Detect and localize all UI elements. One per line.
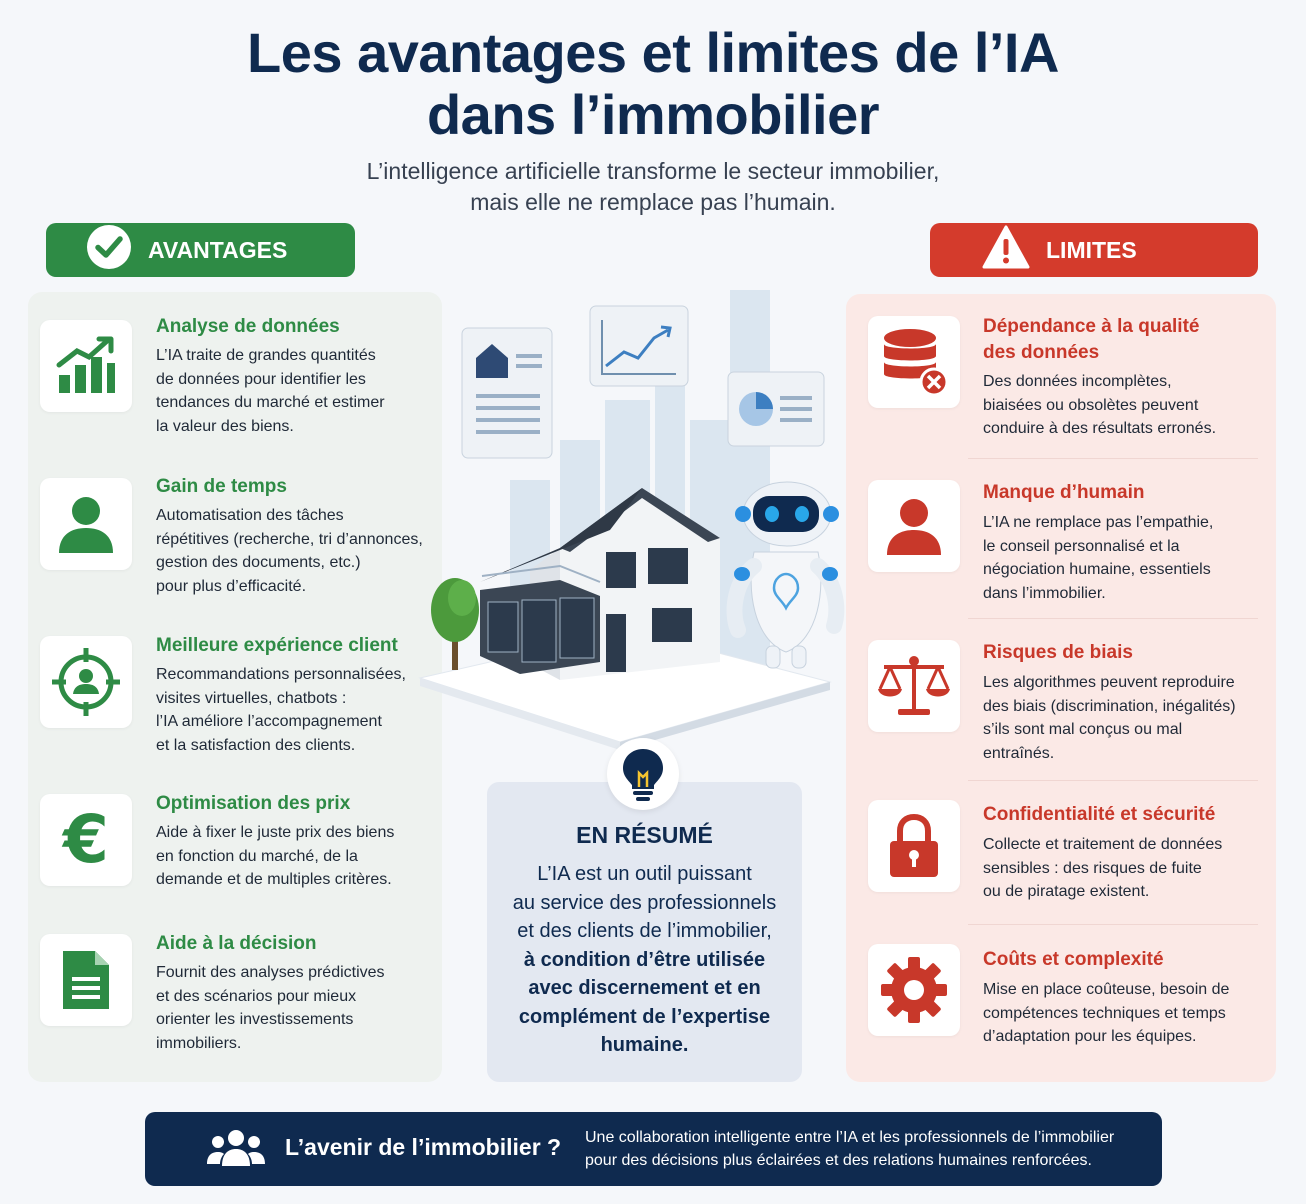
- person-icon: [868, 480, 960, 572]
- desc-line: Collecte et traitement de données: [983, 836, 1223, 853]
- advantage-description: [156, 821, 446, 892]
- summary-bold-line: complément de l’expertise: [518, 1005, 771, 1028]
- house-listing-card: [462, 328, 552, 458]
- desc-line: Des données incomplètes,: [983, 373, 1172, 390]
- advantage-title: Optimisation des prix: [156, 793, 351, 814]
- desc-line: s’ils sont mal conçus ou mal: [983, 721, 1183, 738]
- summary-text: [502, 860, 787, 1060]
- desc-line: l’IA améliore l’accompagnement: [156, 713, 382, 730]
- limit-title-line: Risques de biais: [983, 642, 1133, 663]
- desc-line: Automatisation des tâches: [156, 507, 344, 524]
- title-line-1: Les avantages et limites de l’IA: [247, 21, 1059, 84]
- desc-line: gestion des documents, etc.): [156, 554, 361, 571]
- advantages-panel: [28, 292, 442, 1082]
- divider: [968, 924, 1258, 925]
- desc-line: de données pour identifier les: [156, 370, 366, 388]
- divider: [968, 458, 1258, 459]
- limit-title-line: Confidentialité et sécurité: [983, 804, 1216, 825]
- desc-line: sensibles : des risques de fuite: [983, 859, 1202, 877]
- limit-title: [983, 947, 1268, 973]
- ai-house-illustration: [410, 290, 850, 750]
- bar-chart-growth-icon: [40, 320, 132, 412]
- advantages-label: AVANTAGES: [148, 236, 288, 263]
- group-people-icon: [207, 1128, 265, 1173]
- summary-box: [487, 782, 802, 1082]
- desc-line: en fonction du marché, de la: [156, 847, 358, 865]
- desc-line: répétitives (recherche, tri d’annonces,: [156, 530, 423, 548]
- footer-title: L’avenir de l’immobilier ?: [285, 1134, 562, 1160]
- desc-line: L’IA traite de grandes quantités: [156, 347, 376, 364]
- limit-title-line: Dépendance à la qualité: [983, 316, 1200, 337]
- summary-bold-line: humaine.: [600, 1034, 689, 1056]
- advantage-description: [156, 663, 446, 757]
- padlock-icon: [868, 800, 960, 892]
- desc-line: immobiliers.: [156, 1034, 242, 1052]
- limit-description: [983, 833, 1268, 904]
- pie-chart-card: [728, 372, 824, 446]
- footer-text: [585, 1126, 1145, 1172]
- limit-description: [983, 370, 1268, 441]
- summary-line: au service des professionnels: [512, 891, 777, 914]
- desc-line: compétences techniques et temps: [983, 1004, 1226, 1022]
- limit-description: [983, 511, 1268, 605]
- gear-icon: [868, 944, 960, 1036]
- advantages-header: [46, 223, 355, 277]
- title-line-2: dans l’immobilier: [426, 83, 880, 146]
- desc-line: d’adaptation pour les équipes.: [983, 1028, 1197, 1045]
- footer-line: Une collaboration intelligente entre l’IA et les professionnels de l’immobilier: [585, 1129, 1115, 1146]
- desc-line: L’IA ne remplace pas l’empathie,: [983, 514, 1214, 531]
- desc-line: pour plus d’efficacité.: [156, 577, 307, 595]
- limits-label: LIMITES: [1046, 236, 1137, 263]
- summary-line: L’IA est un outil puissant: [537, 863, 752, 885]
- limit-description: [983, 671, 1268, 765]
- limit-title-line: Coûts et complexité: [983, 949, 1164, 970]
- desc-line: Mise en place coûteuse, besoin de: [983, 981, 1230, 998]
- limit-title: [983, 314, 1268, 366]
- desc-line: orienter les investissements: [156, 1011, 354, 1028]
- desc-line: entraînés.: [983, 744, 1055, 762]
- desc-line: négociation humaine, essentiels: [983, 561, 1211, 578]
- footer-banner: [145, 1112, 1162, 1186]
- check-circle-icon: [86, 224, 132, 276]
- lightbulb-icon: [607, 738, 679, 810]
- advantage-title: Meilleure expérience client: [156, 635, 398, 656]
- limit-title-line: des données: [983, 342, 1100, 363]
- subtitle-line-2: mais elle ne remplace pas l’humain.: [470, 189, 836, 215]
- limits-header: [930, 223, 1258, 277]
- desc-line: dans l’immobilier.: [983, 584, 1106, 602]
- desc-line: le conseil personnalisé et la: [983, 537, 1180, 555]
- desc-line: des biais (discrimination, inégalités): [983, 697, 1236, 715]
- person-icon: [40, 478, 132, 570]
- desc-line: biaisées ou obsolètes peuvent: [983, 396, 1199, 414]
- desc-line: Aide à fixer le juste prix des biens: [156, 824, 395, 841]
- advantage-title: Analyse de données: [156, 316, 340, 337]
- summary-line: et des clients de l’immobilier,: [517, 920, 772, 942]
- advantage-title: Aide à la décision: [156, 933, 317, 954]
- euro-icon: €: [40, 794, 132, 886]
- limit-description: [983, 978, 1268, 1049]
- advantage-description: [156, 504, 446, 598]
- summary-title: EN RÉSUMÉ: [576, 822, 713, 848]
- desc-line: Recommandations personnalisées,: [156, 666, 406, 683]
- summary-bold-line: avec discernement et en: [528, 977, 761, 999]
- divider: [968, 618, 1258, 619]
- limit-title: [983, 480, 1268, 506]
- warning-icon: [982, 225, 1030, 275]
- desc-line: conduire à des résultats erronés.: [983, 420, 1217, 437]
- desc-line: et la satisfaction des clients.: [156, 736, 356, 754]
- desc-line: ou de piratage existent.: [983, 883, 1150, 900]
- scales-icon: [868, 640, 960, 732]
- tree: [431, 578, 479, 670]
- divider: [968, 780, 1258, 781]
- desc-line: Fournit des analyses prédictives: [156, 964, 385, 981]
- advantage-title: Gain de temps: [156, 476, 287, 497]
- summary-bold-line: à condition d’être utilisée: [523, 948, 766, 971]
- desc-line: visites virtuelles, chatbots :: [156, 689, 347, 707]
- desc-line: tendances du marché et estimer: [156, 394, 385, 411]
- target-person-icon: [40, 636, 132, 728]
- desc-line: Les algorithmes peuvent reproduire: [983, 674, 1235, 691]
- database-error-icon: [868, 316, 960, 408]
- desc-line: la valeur des biens.: [156, 417, 294, 435]
- limits-panel: [846, 294, 1276, 1082]
- footer-line: pour des décisions plus éclairées et des relations humaines renforcées.: [585, 1152, 1092, 1169]
- limit-title-line: Manque d’humain: [983, 482, 1145, 503]
- advantage-description: [156, 344, 436, 438]
- limit-title: [983, 802, 1268, 828]
- subtitle-line-1: L’intelligence artificielle transforme le secteur immobilier,: [366, 158, 940, 184]
- page-title: [0, 22, 1306, 146]
- desc-line: et des scénarios pour mieux: [156, 987, 357, 1005]
- document-icon: [40, 934, 132, 1026]
- page-subtitle: [0, 156, 1306, 218]
- limit-title: [983, 640, 1268, 666]
- advantage-description: [156, 961, 446, 1055]
- desc-line: demande et de multiples critères.: [156, 871, 392, 888]
- chart-card: [590, 306, 688, 386]
